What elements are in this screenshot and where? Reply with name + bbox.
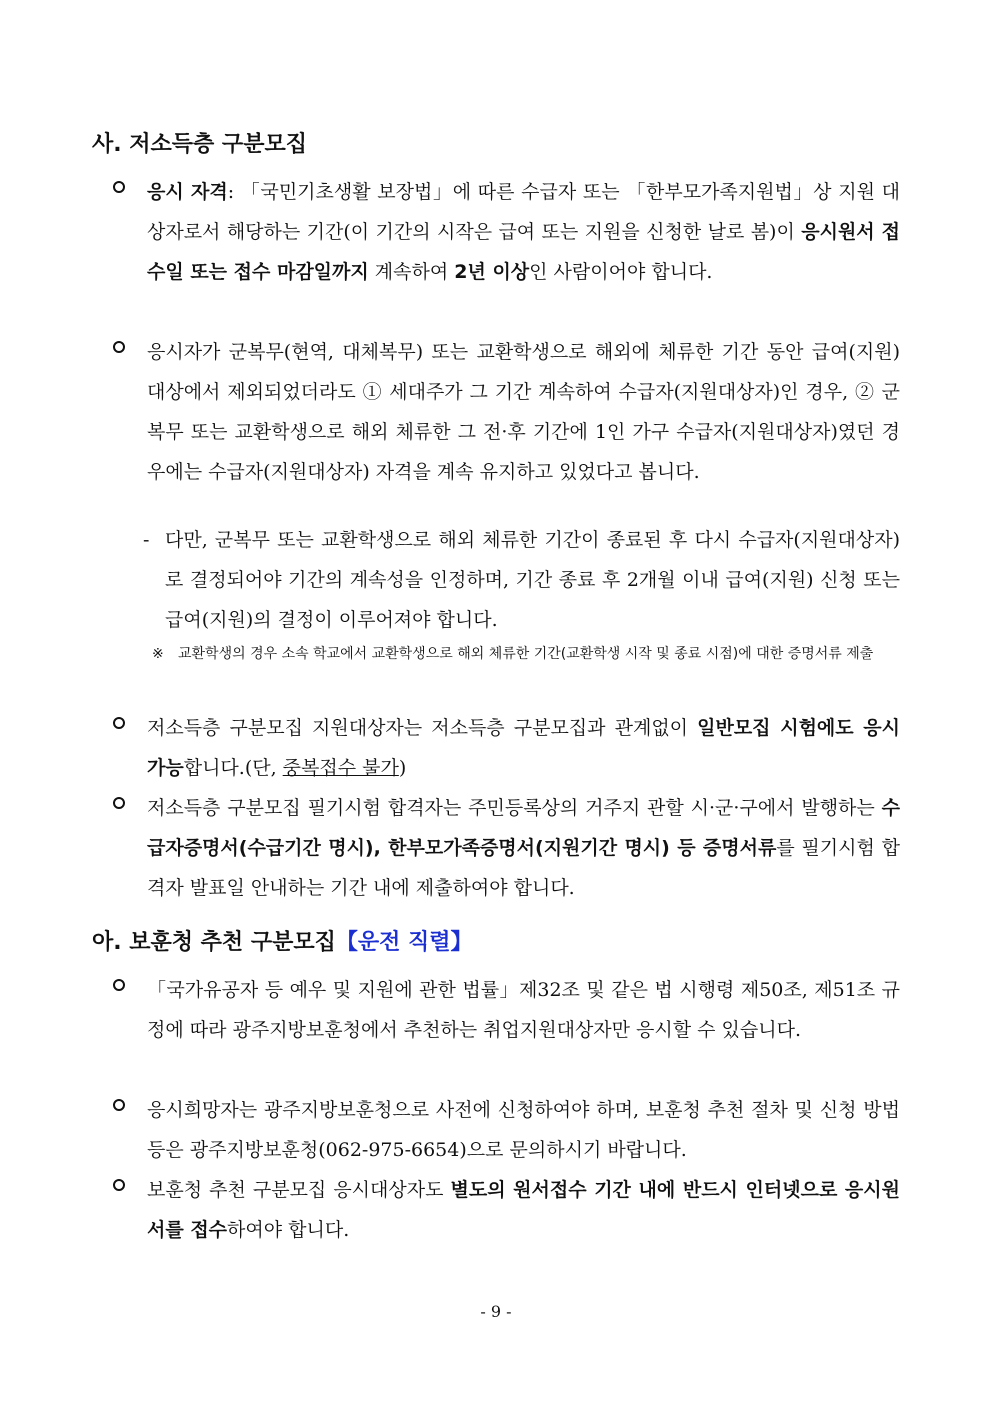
list-item-veterans-law	[113, 970, 900, 1050]
sub-item-continuity	[143, 520, 900, 640]
text-run: 하여야 합니다.	[227, 1219, 350, 1241]
list-item-documents	[113, 788, 900, 908]
bold-label: 응시 자격	[147, 181, 228, 203]
bold-text: 2년 이상	[454, 261, 530, 283]
text-run: 계속하여	[368, 261, 455, 283]
text-run: 인 사람이어야 합니다.	[529, 261, 713, 283]
list-item-text: 응시자가 군복무(현역, 대체복무) 또는 교환학생으로 해외에 체류한 기간 동안 급여(지원) 대상에서 제외되었더라도 ① 세대주가 그 기간 계속하여 수급자(지원대상자)인 경우, ② 군복무 또는 교환학생으로 해외 체류한 그 전·후 기간에 1인 가구 수급자(지원대상자)였던 경우에는 수급자(지원대상자) 자격을 계속 유지하고 있었다고 봅니다.	[147, 341, 900, 483]
bold-text: 일반모집 시험에도 응시 가능	[147, 717, 901, 779]
text-run: )	[398, 757, 407, 779]
note-text: 교환학생의 경우 소속 학교에서 교환학생으로 해외 체류한 기간(교환학생 시작 및 종료 시점)에 대한 증명서류 제출	[178, 646, 874, 662]
sub-item-text: 다만, 군복무 또는 교환학생으로 해외 체류한 기간이 종료된 후 다시 수급자(지원대상자)로 결정되어야 기간의 계속성을 인정하며, 기간 종료 후 2개월 이내 급여(지원) 신청 또는 급여(지원)의 결정이 이루어져야 합니다.	[165, 529, 900, 631]
bold-text: 수급자증명서(수급기간 명시), 한부모가족증명서(지원기간 명시) 등 증명서류	[147, 797, 900, 859]
bold-text: 응시원서 접수일 또는 접수 마감일까지	[147, 221, 900, 283]
page-number: - 9 -	[480, 1302, 512, 1321]
text-run: : 「국민기초생활 보장법」에 따른 수급자 또는 「한부모가족지원법」상 지원 대상자로서 해당하는 기간(이 기간의 시작은 급여 또는 지원을 신청한 날로 봄)이	[147, 181, 900, 243]
dash-marker: -	[143, 529, 150, 551]
text-run: 합니다.(단,	[183, 757, 283, 779]
circle-bullet-icon	[113, 341, 125, 353]
circle-bullet-icon	[113, 1099, 125, 1111]
section-heading-sa	[92, 130, 307, 160]
list-item-military-exchange	[113, 332, 900, 492]
section-heading-a-text: 아. 보훈청 추천 구분모집	[92, 930, 336, 955]
list-item-internet-apply	[113, 1170, 900, 1250]
section-tag: 【운전 직렬】	[335, 930, 473, 955]
circle-bullet-icon	[113, 797, 125, 809]
circle-bullet-icon	[113, 979, 125, 991]
underlined-text: 중복접수 불가	[282, 757, 399, 779]
text-run: 보훈청 추천 구분모집 응시대상자도	[147, 1179, 451, 1201]
section-heading-sa-text: 사. 저소득층 구분모집	[92, 132, 307, 157]
list-item-text: 응시희망자는 광주지방보훈청으로 사전에 신청하여야 하며, 보훈청 추천 절차 및 신청 방법 등은 광주지방보훈청(062-975-6654)으로 문의하시기 바랍니다.	[147, 1099, 900, 1161]
circle-bullet-icon	[113, 717, 125, 729]
text-run: 저소득층 구분모집 필기시험 합격자는 주민등록상의 거주지 관할 시·군·구에서 발행하는	[147, 797, 882, 819]
list-item-eligibility	[113, 172, 900, 292]
text-run: 저소득층 구분모집 지원대상자는 저소득층 구분모집과 관계없이	[147, 717, 698, 739]
section-heading-a	[92, 928, 473, 958]
circle-bullet-icon	[113, 1179, 125, 1191]
list-item-text	[147, 172, 900, 292]
reference-mark: ※	[152, 646, 164, 662]
circle-bullet-icon	[113, 181, 125, 193]
list-item-text: 「국가유공자 등 예우 및 지원에 관한 법률」제32조 및 같은 법 시행령 제50조, 제51조 규정에 따라 광주지방보훈청에서 추천하는 취업지원대상자만 응시할 수 있습니다.	[147, 979, 900, 1041]
bold-text: 별도의 원서접수 기간 내에 반드시 인터넷으로 응시원서를 접수	[147, 1179, 900, 1241]
list-item-text	[147, 788, 900, 908]
note-exchange-student	[152, 640, 900, 668]
list-item-text	[147, 708, 900, 788]
list-item-text	[147, 1170, 900, 1250]
list-item-veterans-apply	[113, 1090, 900, 1170]
text-run: 를 필기시험 합격자 발표일 안내하는 기간 내에 제출하여야 합니다.	[147, 837, 900, 899]
list-item-general-apply	[113, 708, 900, 788]
